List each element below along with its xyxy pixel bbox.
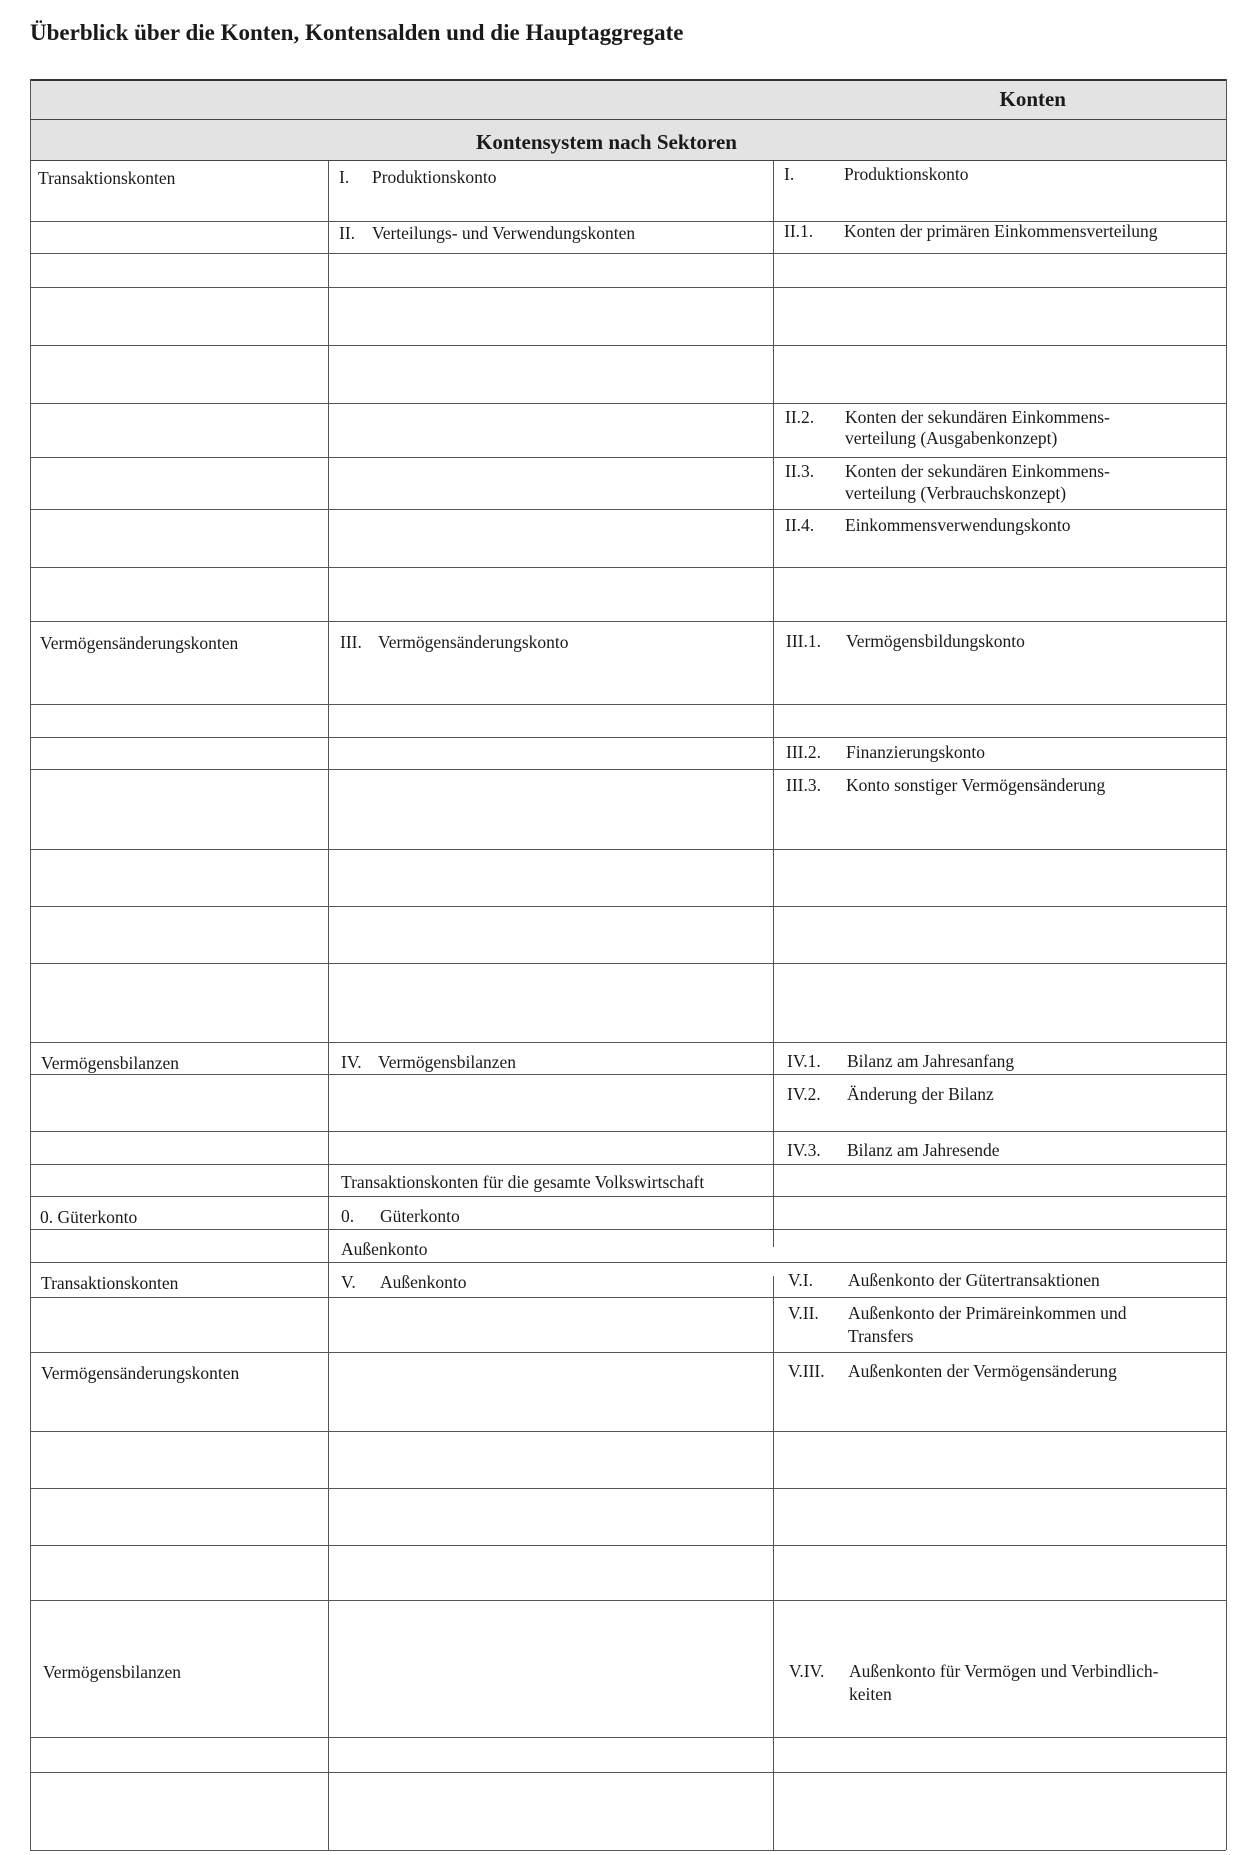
row-divider [30, 1737, 1226, 1738]
col3-r13-line1: Außenkonto der Primäreinkommen und [848, 1303, 1127, 1323]
row-divider [30, 567, 1226, 568]
col3-r6-label: Vermögensbildungskonto [846, 631, 1025, 651]
column-divider [1226, 79, 1227, 1850]
col2-gesamtwirtschaft: Transaktionskonten für die gesamte Volkswirtschaft [341, 1172, 705, 1192]
row-divider [30, 1164, 1226, 1165]
column-divider [30, 79, 31, 1850]
column-divider [328, 161, 329, 1850]
col2-produktion-label: Produktionskonto [372, 167, 497, 187]
col3-r6-num: III.1. [786, 631, 821, 651]
col3-r10-num: IV.2. [787, 1084, 821, 1104]
col1-vermoegensaenderungskonten: Vermögensänderungskonten [40, 633, 239, 653]
col3-r5-label: Einkommensverwendungskonto [845, 515, 1071, 535]
col3-r4-line1: Konten der sekundären Einkommens- [845, 461, 1110, 481]
col2-aussenkonto-heading: Außenkonto [341, 1239, 428, 1259]
accounts-table [30, 79, 1226, 1851]
header-konten [30, 79, 1226, 119]
row-divider [30, 1772, 1226, 1773]
col2-vermoegensbilanzen-num: IV. [341, 1052, 362, 1072]
page-title: Überblick über die Konten, Kontensalden und die Hauptaggregate [30, 20, 684, 45]
col1-transaktionskonten-2: Transaktionskonten [41, 1273, 179, 1293]
col3-r5-num: II.4. [785, 515, 815, 535]
col3-r13-num: V.II. [788, 1303, 819, 1323]
row-divider [30, 1131, 1226, 1132]
col1-vermoegensbilanzen: Vermögensbilanzen [41, 1053, 180, 1073]
col2-aussenkonto-num: V. [341, 1272, 356, 1292]
col3-r15-line2: keiten [849, 1684, 892, 1704]
col3-r7-num: III.2. [786, 742, 821, 762]
row-divider [30, 1488, 1226, 1489]
row-divider [30, 457, 1226, 458]
col3-r13-line2: Transfers [848, 1326, 914, 1346]
col3-r14-num: V.III. [788, 1361, 825, 1381]
col3-r12-label: Außenkonto der Gütertransaktionen [848, 1270, 1100, 1290]
col2-vermoegensaenderung-label: Vermögensänderungskonto [378, 632, 569, 652]
row-divider [30, 345, 1226, 346]
col1-gueterkonto: 0. Güterkonto [40, 1207, 138, 1227]
row-divider [30, 509, 1226, 510]
row-divider [30, 1545, 1226, 1546]
row-divider [30, 906, 1226, 907]
col3-r2-label: Konten der primären Einkommensverteilung [844, 221, 1158, 241]
col3-r9-label: Bilanz am Jahresanfang [847, 1051, 1015, 1071]
col1-vermoegensbilanzen-2: Vermögensbilanzen [43, 1662, 182, 1682]
col2-aussenkonto-label: Außenkonto [380, 1272, 467, 1292]
col2-vermoegensbilanzen-label: Vermögensbilanzen [378, 1052, 517, 1072]
row-divider [30, 1196, 1226, 1197]
row-divider [30, 963, 1226, 964]
row-divider [30, 403, 1226, 404]
row-divider [30, 737, 1226, 738]
col2-gueterkonto-num: 0. [341, 1206, 355, 1226]
col1-vermoegensaenderungskonten-2: Vermögensänderungskonten [41, 1363, 240, 1383]
col3-r4-line2: verteilung (Verbrauchskonzept) [845, 483, 1067, 503]
row-divider [30, 1074, 1226, 1075]
row-divider [30, 769, 1226, 770]
row-divider [30, 1600, 1226, 1601]
col3-r1-num: I. [784, 164, 795, 184]
col3-r15-line1: Außenkonto für Vermögen und Verbindlich- [849, 1661, 1159, 1681]
col3-r2-num: II.1. [784, 221, 814, 241]
col3-r3-line2: verteilung (Ausgabenkonzept) [845, 428, 1058, 448]
col3-r7-label: Finanzierungskonto [846, 742, 986, 762]
col3-r14-label: Außenkonten der Vermögensänderung [848, 1361, 1117, 1381]
column-divider [773, 1276, 774, 1850]
col2-vermoegensaenderung-num: III. [340, 632, 362, 652]
header-kontensystem [30, 119, 1226, 161]
row-divider [30, 287, 1226, 288]
col2-gueterkonto-label: Güterkonto [380, 1206, 460, 1226]
col3-r15-num: V.IV. [789, 1661, 825, 1681]
header-konten-label: Konten [999, 87, 1066, 111]
row-divider [30, 621, 1226, 622]
column-divider [773, 161, 774, 1247]
col3-r11-label: Bilanz am Jahresende [847, 1140, 1000, 1160]
col3-r8-label: Konto sonstiger Vermögensänderung [846, 775, 1106, 795]
row-divider [30, 1431, 1226, 1432]
col3-r1-label: Produktionskonto [844, 164, 969, 184]
row-divider [30, 1297, 1226, 1298]
row-divider [30, 704, 1226, 705]
row-divider [30, 1042, 1226, 1043]
col3-r12-num: V.I. [788, 1270, 813, 1290]
col3-r3-line1: Konten der sekundären Einkommens- [845, 407, 1110, 427]
row-divider [30, 849, 1226, 850]
col2-produktion-num: I. [339, 167, 350, 187]
col3-r11-num: IV.3. [787, 1140, 821, 1160]
col3-r10-label: Änderung der Bilanz [847, 1084, 994, 1104]
header-kontensystem-label: Kontensystem nach Sektoren [476, 130, 737, 154]
col3-r9-num: IV.1. [787, 1051, 821, 1071]
col2-verteilung-num: II. [339, 223, 356, 243]
row-divider [30, 253, 1226, 254]
col3-r3-num: II.2. [785, 407, 815, 427]
row-divider [30, 1850, 1226, 1851]
col3-r4-num: II.3. [785, 461, 815, 481]
row-divider [30, 1229, 1226, 1230]
row-divider [30, 1352, 1226, 1353]
row-divider [30, 1262, 1226, 1263]
col1-transaktionskonten: Transaktionskonten [38, 168, 176, 188]
col2-verteilung-label: Verteilungs- und Verwendungskonten [372, 223, 636, 243]
col3-r8-num: III.3. [786, 775, 821, 795]
